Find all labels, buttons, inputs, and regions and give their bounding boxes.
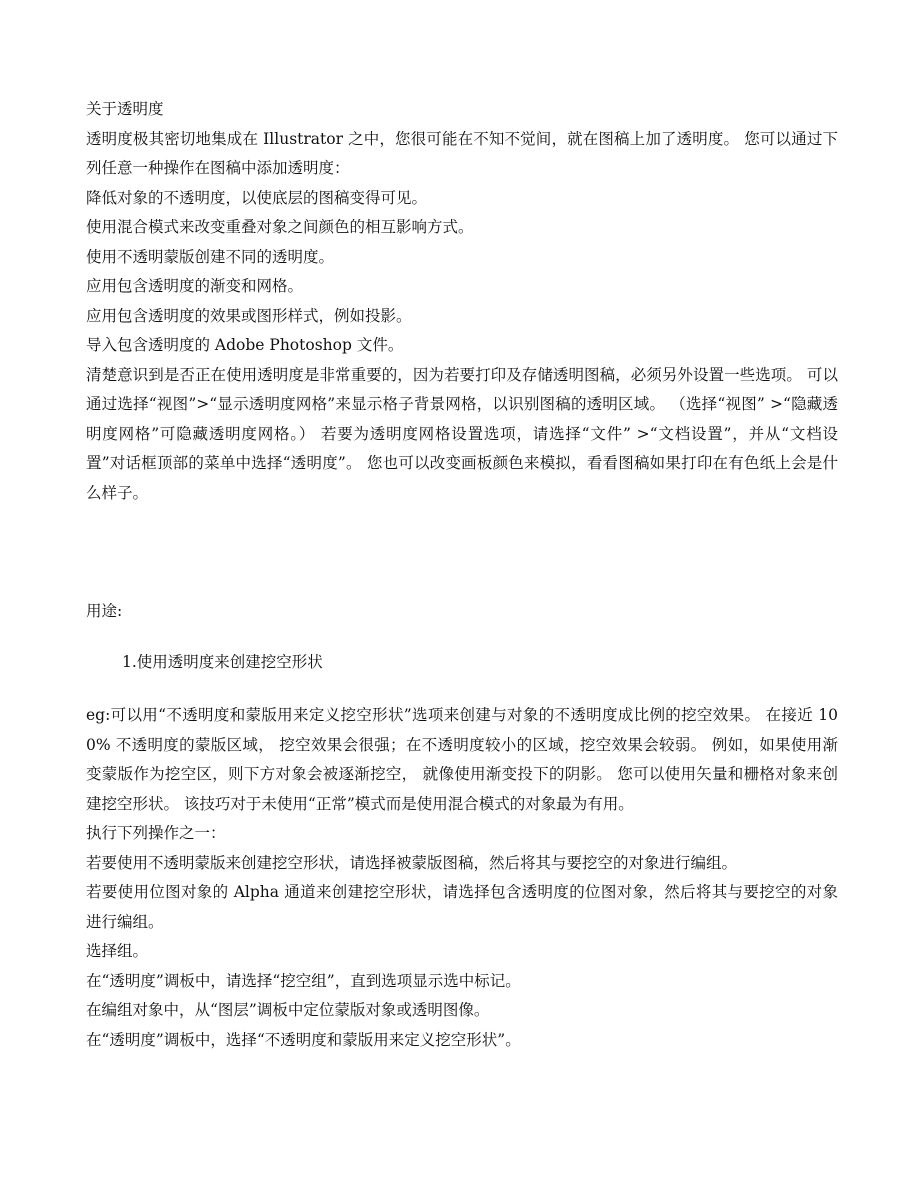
- step-item: 在“透明度”调板中，选择“不透明度和蒙版用来定义挖空形状”。: [86, 1030, 521, 1049]
- awareness-paragraph: 清楚意识到是否正在使用透明度是非常重要的，因为若要打印及存储透明图稿，必须另外设置一些选项。 可以通过选择“视图”>“显示透明度网格”来显示格子背景网格，以识别图稿的透明区域。 （选择“视图” >“隐藏透明度网格”可隐藏透明度网格。） 若要为透明度网格设置选项，请选择“文件” >“文档设置”，并从“文档设置”对话框顶部的菜单中选择“透明度”。 您也可以改变画板颜色来模拟，看看图稿如果打印在有色纸上会是什么样子。: [86, 365, 838, 502]
- document-title: 关于透明度: [86, 100, 164, 118]
- step-item: 在“透明度”调板中，请选择“挖空组”，直到选项显示选中标记。: [86, 971, 521, 990]
- section-spacer: [86, 508, 838, 597]
- method-item: 导入包含透明度的 Adobe Photoshop 文件。: [86, 336, 404, 354]
- method-item: 应用包含透明度的渐变和网格。: [86, 277, 304, 295]
- method-item: 降低对象的不透明度，以使底层的图稿变得可见。: [86, 188, 428, 207]
- example-paragraph: eg:可以用“不透明度和蒙版用来定义挖空形状”选项来创建与对象的不透明度成比例的挖空效果。 在接近 100% 不透明度的蒙版区域， 挖空效果会很强；在不透明度较小的区域，挖空效果会较弱。 例如，如果使用渐变蒙版作为挖空区，则下方对象会被逐渐挖空， 就像使用渐变投下的阴影。 您可以使用矢量和栅格对象来创建挖空形状。 该技巧对于未使用“正常”模式而是使用混合模式的对象最为有用。: [86, 706, 838, 813]
- step-item: 若要使用不透明蒙版来创建挖空形状，请选择被蒙版图稿，然后将其与要挖空的对象进行编组。: [86, 853, 738, 872]
- intro-paragraph: 透明度极其密切地集成在 Illustrator 之中，您很可能在不知不觉间，就在图稿上加了透明度。 您可以通过下列任意一种操作在图稿中添加透明度：: [86, 129, 838, 177]
- usage-subheading: 1.使用透明度来创建挖空形状: [122, 652, 323, 671]
- method-item: 使用不透明蒙版创建不同的透明度。: [86, 247, 335, 266]
- method-item: 应用包含透明度的效果或图形样式，例如投影。: [86, 306, 412, 325]
- step-item: 若要使用位图对象的 Alpha 通道来创建挖空形状，请选择包含透明度的位图对象，然后将其与要挖空的对象进行编组。: [86, 883, 838, 931]
- step-item: 选择组。: [86, 942, 149, 960]
- steps-intro: 执行下列操作之一：: [86, 824, 226, 842]
- step-item: 在编组对象中，从“图层”调板中定位蒙版对象或透明图像。: [86, 1001, 490, 1019]
- method-item: 使用混合模式来改变重叠对象之间颜色的相互影响方式。: [86, 218, 474, 236]
- usage-heading: 用途:: [86, 602, 123, 620]
- document-body: [86, 95, 838, 1055]
